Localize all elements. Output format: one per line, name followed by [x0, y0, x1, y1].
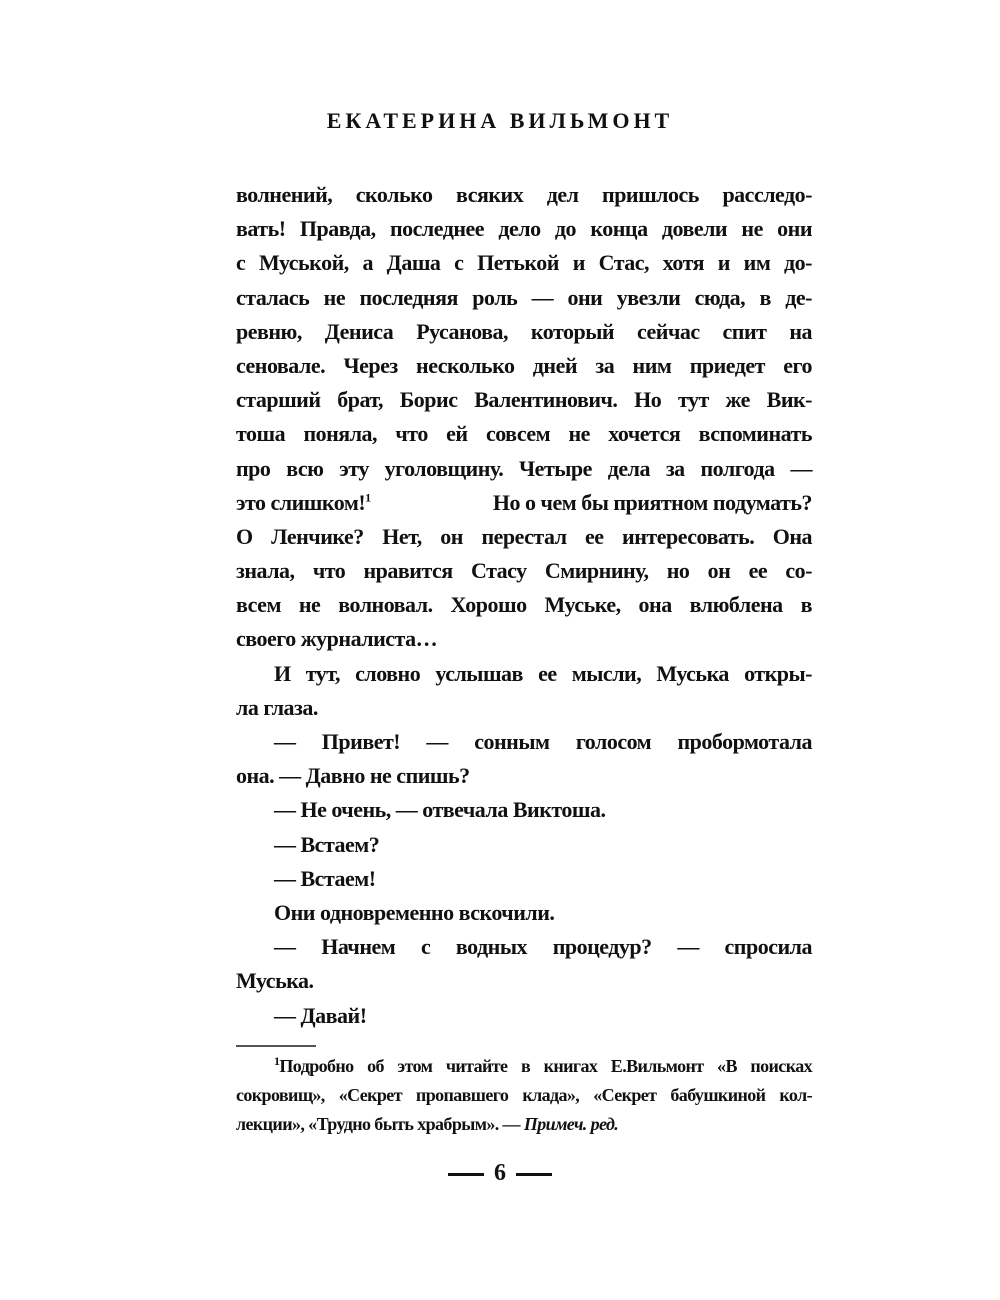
page-number-value: 6 — [494, 1160, 506, 1186]
text-line: тоша поняла, что ей совсем не хочется вспоминать — [236, 421, 812, 447]
footnote-divider — [236, 1045, 316, 1047]
text-line: — Начнем с водных процедур? — спросила — [274, 934, 812, 960]
body-text — [236, 178, 812, 1033]
footnote-line — [236, 1052, 812, 1081]
footnote-text: Подробно об этом читайте в книгах Е.Вильмонт «В поисках — [279, 1056, 812, 1076]
page-number-dash-left — [448, 1173, 484, 1176]
text-line: всем не волновал. Хорошо Муське, она влюблена в — [236, 592, 812, 618]
running-header: ЕКАТЕРИНА ВИЛЬМОНТ — [326, 108, 674, 133]
text-line: ревню, Дениса Русанова, который сейчас спит на — [236, 318, 812, 344]
page-number-dash-right — [516, 1173, 552, 1176]
page-number — [0, 1160, 1000, 1187]
text-line: волнений, сколько всяких дел пришлось расследо- — [236, 182, 812, 207]
text-line: про всю эту уголовщину. Четыре дела за полгода — — [236, 455, 812, 481]
text-line: своего журналиста… — [236, 626, 438, 652]
text-line: сталась не последняя роль — они увезли сюда, в де- — [236, 284, 812, 310]
footnote-line — [236, 1110, 812, 1139]
text-line: О Ленчике? Нет, он перестал ее интересовать. Она — [236, 523, 812, 549]
footnote-reference[interactable]: 1 — [365, 490, 371, 505]
text-line: — Привет! — сонным голосом пробормотала — [274, 729, 812, 754]
footnote-line: сокровищ», «Секрет пропавшего клада», «Секрет бабушкиной кол- — [236, 1085, 812, 1105]
text-line: — Встаем! — [274, 865, 376, 891]
footnote — [236, 1052, 812, 1139]
text-line — [236, 486, 812, 520]
text-fragment: Но о чем бы приятном подумать? — [492, 489, 812, 515]
text-line: с Муськой, а Даша с Петькой и Стас, хотя и им до- — [236, 250, 812, 276]
text-line: — Давай! — [274, 1002, 367, 1028]
text-line: старший брат, Борис Валентинович. Но тут же Вик- — [236, 387, 812, 413]
footnote-text: лекции», «Трудно быть храбрым». — — [236, 1114, 524, 1134]
text-line: — Встаем? — [274, 831, 380, 857]
text-line: ла глаза. — [236, 694, 318, 720]
text-line: Они одновременно вскочили. — [274, 899, 555, 925]
text-line: вать! Правда, последнее дело до конца довели не они — [236, 216, 812, 242]
text-line: Муська. — [236, 968, 314, 994]
text-line: она. — Давно не спишь? — [236, 763, 470, 789]
text-line: — Не очень, — отвечала Виктоша. — [274, 797, 606, 823]
footnote-mark: 1 — [274, 1054, 280, 1068]
text-line: сеновале. Через несколько дней за ним приедет его — [236, 352, 812, 378]
text-fragment: это слишком! — [236, 489, 366, 515]
editor-note: Примеч. ред. — [523, 1114, 619, 1134]
text-line: знала, что нравится Стасу Смирнину, но он ее со- — [236, 558, 812, 584]
text-line: И тут, словно услышав ее мысли, Муська откры- — [274, 660, 812, 686]
